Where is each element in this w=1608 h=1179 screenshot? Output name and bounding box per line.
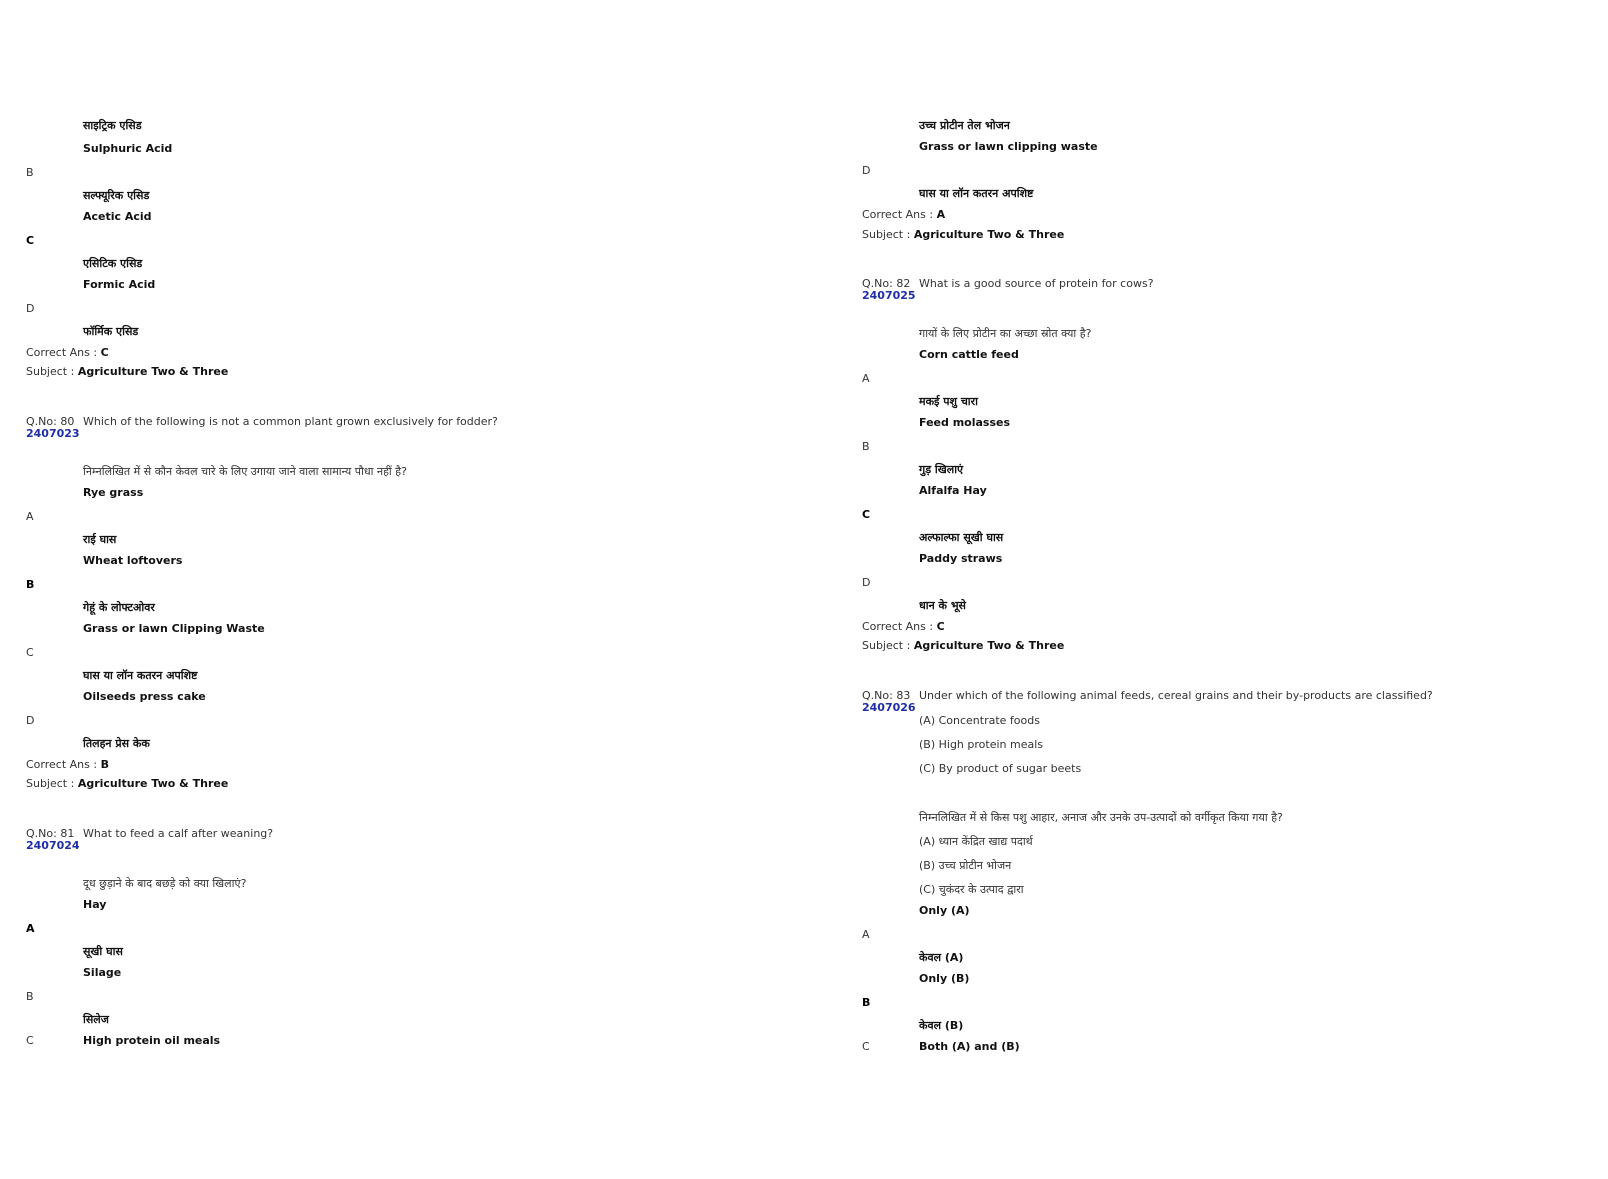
correct-answer-label: Correct Ans :	[862, 208, 937, 221]
option-text: Grass or lawn clipping waste	[919, 140, 1098, 153]
option-text: Silage	[83, 966, 122, 979]
option-row	[862, 416, 1010, 429]
option-text: मकई पशु चारा	[919, 395, 978, 408]
question-number-box	[26, 828, 83, 852]
option-text: सल्फ्यूरिक एसिड	[83, 189, 150, 202]
question-text-line: निम्नलिखित में से किस पशु आहार, अनाज और उनके उप-उत्पादों को वर्गीकृत किया गया है?	[919, 811, 1283, 824]
option-row	[26, 736, 150, 751]
option-row	[862, 950, 963, 965]
question-number-box	[862, 278, 919, 302]
option-text: गेहूं के लोफ्टओवर	[83, 601, 155, 614]
correct-answer	[26, 758, 109, 771]
option-letter: C	[862, 508, 871, 521]
question-text-line: (C) By product of sugar beets	[919, 762, 1082, 775]
correct-answer-label: Correct Ans :	[26, 758, 101, 771]
option-letter-row	[26, 990, 83, 1003]
option-letter: A	[26, 510, 34, 523]
option-letter-row	[26, 714, 83, 727]
question-text: What is a good source of protein for cows?	[919, 277, 1154, 290]
option-text: Hay	[83, 898, 107, 911]
question-id: 2407023	[26, 427, 80, 440]
correct-answer-label: Correct Ans :	[26, 346, 101, 359]
option-letter-row	[26, 166, 83, 179]
option-letter-row	[26, 234, 83, 247]
question-number: Q.No: 80	[26, 415, 75, 428]
option-text: एसिटिक एसिड	[83, 257, 143, 270]
option-row	[862, 140, 1098, 153]
option-text: Feed molasses	[919, 416, 1011, 429]
option-letter: A	[26, 922, 35, 935]
option-letter-row	[862, 508, 919, 521]
option-row	[26, 966, 121, 979]
option-row	[26, 1012, 109, 1027]
option-row	[862, 186, 1033, 201]
question-number-box	[26, 416, 83, 440]
option-letter-row	[26, 302, 83, 315]
subject-value: Agriculture Two & Three	[77, 365, 229, 378]
option-row	[862, 1040, 1020, 1053]
option-letter: B	[862, 996, 871, 1009]
option-letter-row	[26, 922, 83, 935]
question-number: Q.No: 81	[26, 827, 75, 840]
option-row	[26, 256, 142, 271]
option-row	[862, 348, 1019, 361]
subject-label: Subject :	[26, 365, 78, 378]
option-text: साइट्रिक एसिड	[83, 119, 142, 132]
option-letter: B	[862, 440, 870, 453]
question-text-line: (A) ध्यान केंद्रित खाद्य पदार्थ	[919, 835, 1033, 848]
option-letter-row	[862, 164, 919, 177]
option-row	[862, 118, 1010, 133]
correct-answer-value: C	[936, 620, 945, 633]
option-row	[26, 532, 116, 547]
option-text: सिलेज	[83, 1013, 109, 1026]
option-text: Only (B)	[919, 972, 970, 985]
option-text: Only (A)	[919, 904, 970, 917]
question-header	[26, 828, 273, 852]
option-letter-row	[26, 578, 83, 591]
option-text: Grass or lawn Clipping Waste	[83, 622, 265, 635]
question-text-line: (C) चुकंदर के उत्पाद द्वारा	[919, 883, 1024, 896]
option-row	[862, 1018, 963, 1033]
correct-answer-value: A	[936, 208, 946, 221]
option-row	[26, 1034, 220, 1047]
correct-answer-label: Correct Ans :	[862, 620, 937, 633]
option-row	[26, 944, 123, 959]
option-text: Formic Acid	[83, 278, 156, 291]
correct-answer	[862, 208, 945, 221]
question-header	[26, 416, 498, 440]
option-row	[26, 668, 197, 683]
question-text-line: (B) High protein meals	[919, 738, 1044, 751]
option-text: तिलहन प्रेस केक	[83, 737, 150, 750]
option-text: सूखी घास	[83, 945, 123, 958]
question-id: 2407025	[862, 289, 916, 302]
option-row	[26, 486, 143, 499]
question-number: Q.No: 83	[862, 689, 911, 702]
option-row	[862, 552, 1002, 565]
question-text-line: (A) Concentrate foods	[919, 714, 1040, 727]
option-row	[26, 554, 182, 567]
option-text: फॉर्मिक एसिड	[83, 325, 139, 338]
option-row	[26, 210, 152, 223]
option-letter: A	[862, 928, 870, 941]
question-id: 2407024	[26, 839, 80, 852]
option-row	[26, 188, 149, 203]
option-text: धान के भूसे	[919, 599, 966, 612]
question-number: Q.No: 82	[862, 277, 911, 290]
option-text: Both (A) and (B)	[919, 1040, 1020, 1053]
question-id: 2407026	[862, 701, 916, 714]
option-letter: D	[862, 576, 871, 589]
option-letter: C	[862, 1040, 870, 1053]
option-letter-row	[862, 372, 919, 385]
subject-label: Subject :	[862, 639, 914, 652]
option-row	[862, 598, 966, 613]
option-letter-row	[862, 576, 919, 589]
option-text: उच्च प्रोटीन तेल भोजन	[919, 119, 1010, 132]
option-row	[26, 324, 138, 339]
option-text: केवल (B)	[919, 1019, 964, 1032]
correct-answer-value: C	[100, 346, 109, 359]
question-number-box	[862, 690, 919, 714]
option-row	[26, 898, 106, 911]
option-row	[862, 904, 970, 917]
subject-value: Agriculture Two & Three	[77, 777, 229, 790]
option-letter-row	[862, 440, 919, 453]
option-letter: B	[26, 578, 35, 591]
option-row	[26, 690, 206, 703]
option-row	[26, 142, 172, 155]
option-row	[862, 462, 963, 477]
subject-line	[862, 228, 1064, 241]
option-letter: D	[26, 302, 35, 315]
option-text: केवल (A)	[919, 951, 964, 964]
question-text: Under which of the following animal feeds, cereal grains and their by-products are classified?	[919, 689, 1433, 702]
correct-answer	[862, 620, 945, 633]
option-text: Rye grass	[83, 486, 144, 499]
option-letter: A	[862, 372, 870, 385]
subject-value: Agriculture Two & Three	[913, 639, 1065, 652]
question-text: Which of the following is not a common plant grown exclusively for fodder?	[83, 415, 498, 428]
option-row	[26, 622, 265, 635]
option-letter-row	[862, 996, 919, 1009]
option-row	[862, 530, 1003, 545]
option-text: Acetic Acid	[83, 210, 152, 223]
option-letter: B	[26, 166, 34, 179]
option-letter-row	[26, 646, 83, 659]
option-letter: C	[26, 1034, 34, 1047]
subject-line	[26, 365, 228, 378]
option-text: Wheat loftovers	[83, 554, 183, 567]
option-row	[26, 278, 155, 291]
option-row	[26, 118, 142, 133]
question-text-line: गायों के लिए प्रोटीन का अच्छा स्रोत क्या है?	[919, 327, 1092, 340]
option-letter: C	[26, 234, 35, 247]
question-header	[862, 690, 1433, 714]
option-text: गुड़ खिलाएं	[919, 463, 964, 476]
correct-answer-value: B	[100, 758, 109, 771]
option-text: राई घास	[83, 533, 117, 546]
option-text: Oilseeds press cake	[83, 690, 206, 703]
option-text: Paddy straws	[919, 552, 1003, 565]
subject-label: Subject :	[26, 777, 78, 790]
option-letter: B	[26, 990, 34, 1003]
option-letter: D	[26, 714, 35, 727]
option-row	[862, 972, 969, 985]
question-text-line: (B) उच्च प्रोटीन भोजन	[919, 859, 1012, 872]
option-text: Corn cattle feed	[919, 348, 1019, 361]
option-text: High protein oil meals	[83, 1034, 221, 1047]
option-text: अल्फाल्फा सूखी घास	[919, 531, 1004, 544]
subject-value: Agriculture Two & Three	[913, 228, 1065, 241]
option-letter-row	[26, 510, 83, 523]
correct-answer	[26, 346, 109, 359]
question-text-line: निम्नलिखित में से कौन केवल चारे के लिए उगाया जाने वाला सामान्य पौधा नहीं है?	[83, 465, 407, 478]
option-row	[862, 394, 978, 409]
option-letter: D	[862, 164, 871, 177]
option-row	[26, 600, 155, 615]
subject-line	[26, 777, 228, 790]
option-row	[862, 484, 987, 497]
option-letter-row	[862, 928, 919, 941]
question-text-line: दूध छुड़ाने के बाद बछड़े को क्या खिलाएं?	[83, 877, 247, 890]
question-header	[862, 278, 1154, 302]
option-letter: C	[26, 646, 34, 659]
subject-label: Subject :	[862, 228, 914, 241]
option-text: घास या लॉन कतरन अपशिष्ट	[919, 187, 1034, 200]
option-text: घास या लॉन कतरन अपशिष्ट	[83, 669, 198, 682]
subject-line	[862, 639, 1064, 652]
option-text: Alfalfa Hay	[919, 484, 987, 497]
question-text: What to feed a calf after weaning?	[83, 827, 274, 840]
option-text: Sulphuric Acid	[83, 142, 173, 155]
